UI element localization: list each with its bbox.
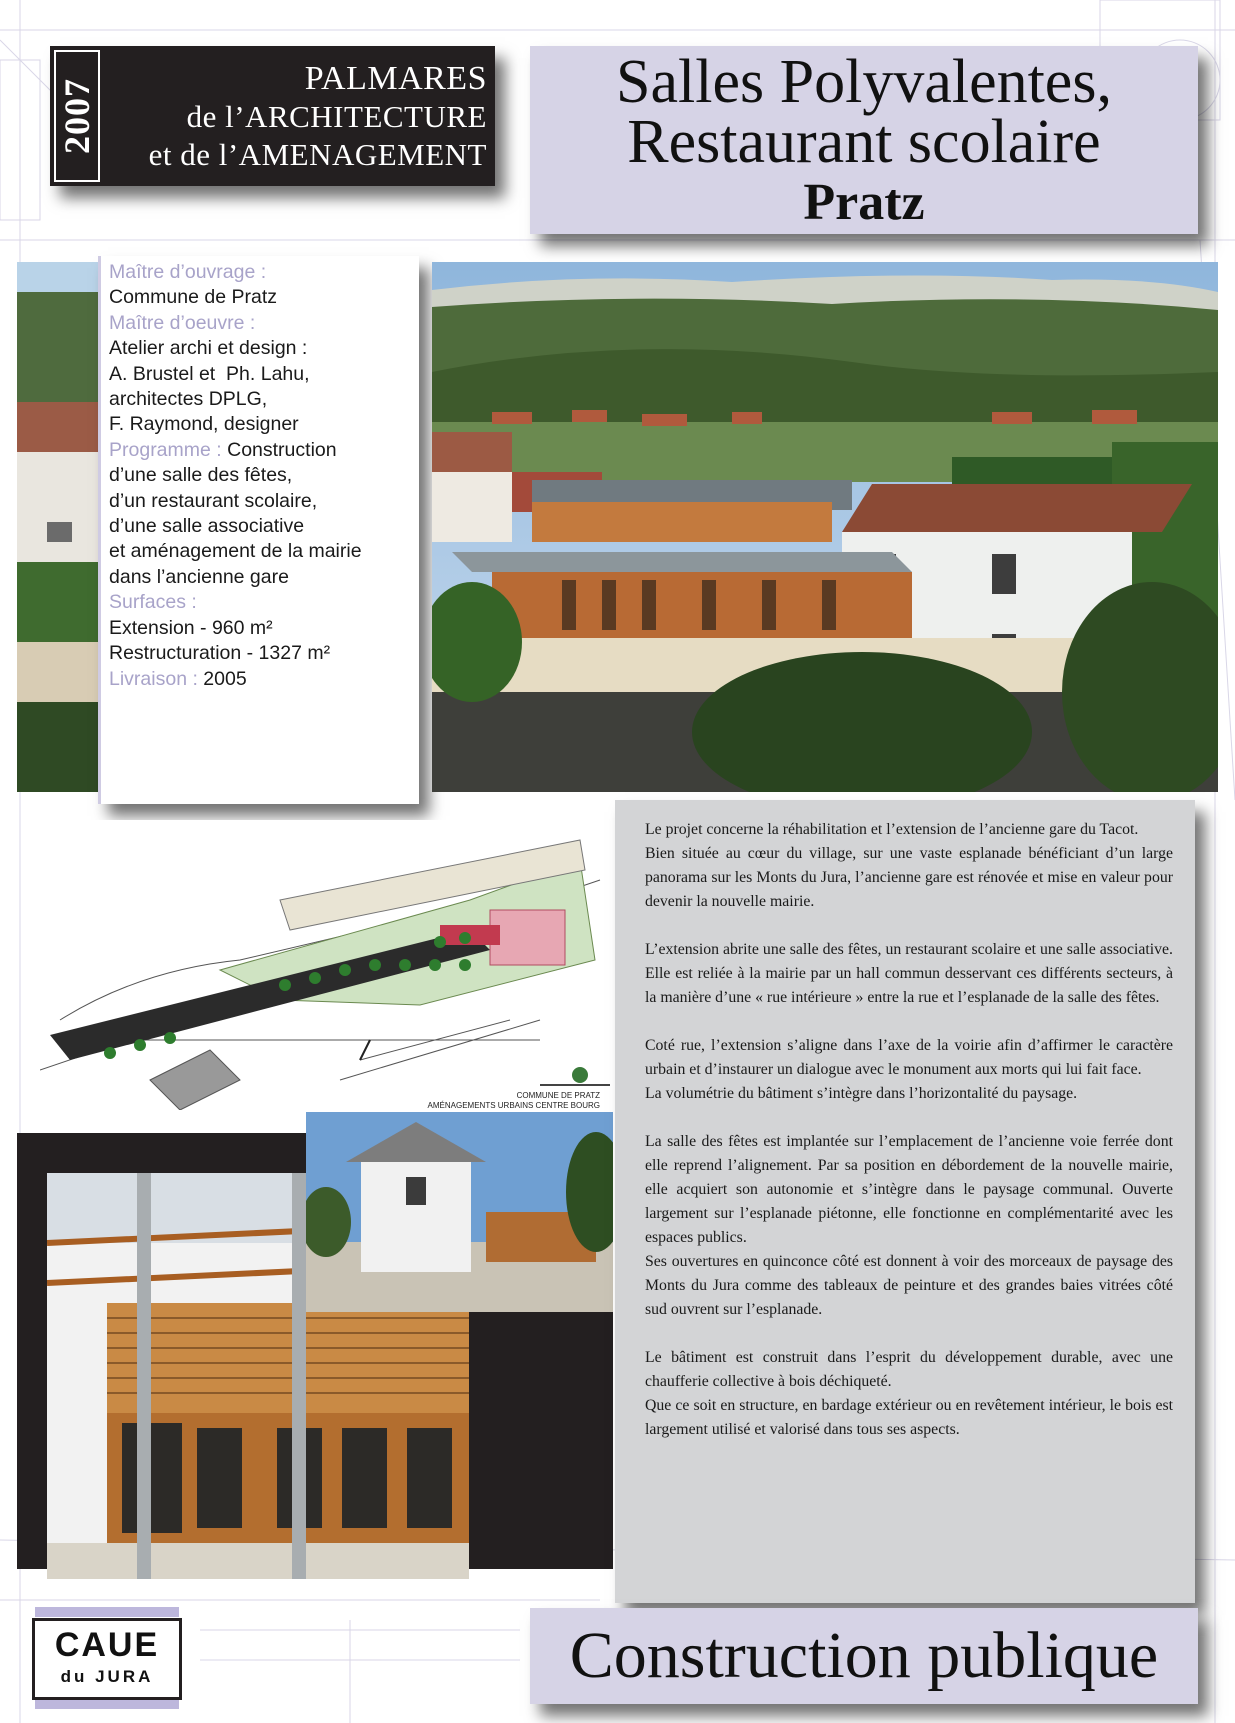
- photo-gable-end: [306, 1112, 613, 1312]
- credit-line: [109, 311, 362, 336]
- credit-value: d’une salle associative: [109, 515, 305, 538]
- credit-value: A. Brustel et Ph. Lahu,: [109, 362, 310, 385]
- project-description: [615, 800, 1195, 1603]
- description-paragraph: [645, 1034, 1173, 1106]
- credit-line: [109, 489, 362, 514]
- credit-line: [109, 412, 362, 437]
- credit-value: Commune de Pratz: [109, 286, 277, 309]
- title-line-1: Salles Polyvalentes,: [616, 48, 1112, 116]
- award-year: 2007: [57, 78, 97, 154]
- description-sentence: Le projet concerne la réhabilitation et l’extension de l’ancienne gare du Tacot.: [645, 821, 1139, 838]
- credit-value: d’un restaurant scolaire,: [109, 489, 318, 512]
- credits-list: [109, 260, 362, 692]
- logo-name: CAUE: [54, 1626, 160, 1664]
- credit-value: architectes DPLG,: [109, 388, 268, 411]
- site-plan: [40, 820, 610, 1110]
- description-body: [645, 818, 1173, 1466]
- credit-value: Construction: [221, 438, 337, 461]
- caue-logo: [32, 1618, 182, 1700]
- description-sentence: Que ce soit en structure, en bardage extérieur ou en revêtement intérieur, le bois est largement utilisé et valorisé dans tous ses aspects.: [645, 1397, 1173, 1438]
- credit-label: Maître d’ouvrage :: [109, 261, 267, 283]
- description-paragraph: [645, 818, 1173, 914]
- credit-line: [109, 260, 362, 285]
- title-place: Pratz: [803, 174, 925, 231]
- description-sentence: Coté rue, l’extension s’aligne dans l’axe de la voirie afin d’affirmer le caractère urbain et d’instaurer un dialogue avec le monument aux morts qui lui fait face.: [645, 1037, 1173, 1078]
- project-title-box: [530, 46, 1198, 234]
- credit-line: [109, 362, 362, 387]
- credit-line: [109, 285, 362, 310]
- credit-line: [109, 616, 362, 641]
- credit-line: [109, 565, 362, 590]
- description-sentence: L’extension abrite une salle des fêtes, un restaurant scolaire et une salle associative. Elle est reliée à la mairie par un hall commun desservant ces différents secteurs, à la manière d’une « rue intérieure » entre la rue et l’esplanade de la salle des fêtes.: [645, 941, 1173, 1006]
- credit-label: Livraison :: [109, 667, 198, 690]
- credit-value: Extension - 960 m²: [109, 616, 273, 639]
- credit-label: Maître d’oeuvre :: [109, 311, 256, 334]
- credit-value: et aménagement de la mairie: [109, 540, 362, 563]
- credit-value: Atelier archi et design :: [109, 337, 308, 360]
- credit-line: [109, 514, 362, 539]
- credit-line: [109, 336, 362, 361]
- credit-line: [109, 539, 362, 564]
- title-line-2: Restaurant scolaire: [627, 108, 1101, 176]
- credit-value: dans l’ancienne gare: [109, 565, 289, 588]
- credits-panel: [98, 256, 419, 804]
- logo-bar-bottom: [35, 1700, 179, 1709]
- credit-label: Surfaces :: [109, 591, 197, 614]
- award-line-1: PALMARES: [304, 60, 487, 97]
- credit-line: [109, 438, 362, 463]
- credit-value: 2005: [197, 667, 247, 690]
- logo-bar-top: [35, 1607, 179, 1617]
- award-line-2: de l’ARCHITECTURE: [186, 99, 487, 134]
- description-paragraph: [645, 1346, 1173, 1442]
- description-paragraph: [645, 1130, 1173, 1322]
- plan-caption-2: AMÉNAGEMENTS URBAINS CENTRE BOURG: [427, 1101, 600, 1110]
- credit-value: d’une salle des fêtes,: [109, 464, 293, 487]
- credit-line: [109, 590, 362, 615]
- category-banner: Construction publique: [530, 1608, 1198, 1704]
- logo-subtitle: du JURA: [60, 1667, 154, 1686]
- description-sentence: La volumétrie du bâtiment s’intègre dans l’horizontalité du paysage.: [645, 1085, 1078, 1102]
- credit-line: [109, 387, 362, 412]
- photo-building-panorama: [432, 262, 1218, 792]
- description-paragraph: [645, 938, 1173, 1010]
- award-line-3: et de l’AMENAGEMENT: [148, 137, 487, 172]
- award-title: [149, 60, 487, 174]
- credit-line: [109, 463, 362, 488]
- credit-line: [109, 667, 362, 692]
- award-year-box: [54, 50, 100, 182]
- credit-line: [109, 641, 362, 666]
- description-sentence: Le bâtiment est construit dans l’esprit du développement durable, avec une chaufferie collective à bois déchiqueté.: [645, 1349, 1173, 1390]
- photo-village-left: [17, 262, 107, 792]
- credit-label: Programme :: [109, 438, 222, 461]
- credit-value: F. Raymond, designer: [109, 413, 299, 436]
- description-sentence: La salle des fêtes est implantée sur l’emplacement de l’ancienne voie ferrée dont elle reprend l’alignement. Par sa position en débordement de la nouvelle mairie, elle acquiert son autonomie et s’intègre dans le paysage communal. Ouverte largement sur l’esplanade piétonne, elle fonctionne en complémentarité avec les espaces publics.: [645, 1133, 1173, 1246]
- description-sentence: Ses ouvertures en quinconce côté est donnent à voir des morceaux de paysage des Monts du Jura comme des tableaux de peinture et des grandes baies vitrées côté sud ouvrent sur l’esplanade.: [645, 1253, 1173, 1318]
- description-sentence: Bien située au cœur du village, sur une vaste esplanade bénéficiant d’un large panorama sur les Monts du Jura, l’ancienne gare est rénovée et mise en valeur pour devenir la nouvelle mairie.: [645, 845, 1173, 910]
- plan-caption-1: COMMUNE DE PRATZ: [516, 1091, 600, 1100]
- credit-value: Restructuration - 1327 m²: [109, 642, 331, 665]
- award-banner: [50, 46, 495, 186]
